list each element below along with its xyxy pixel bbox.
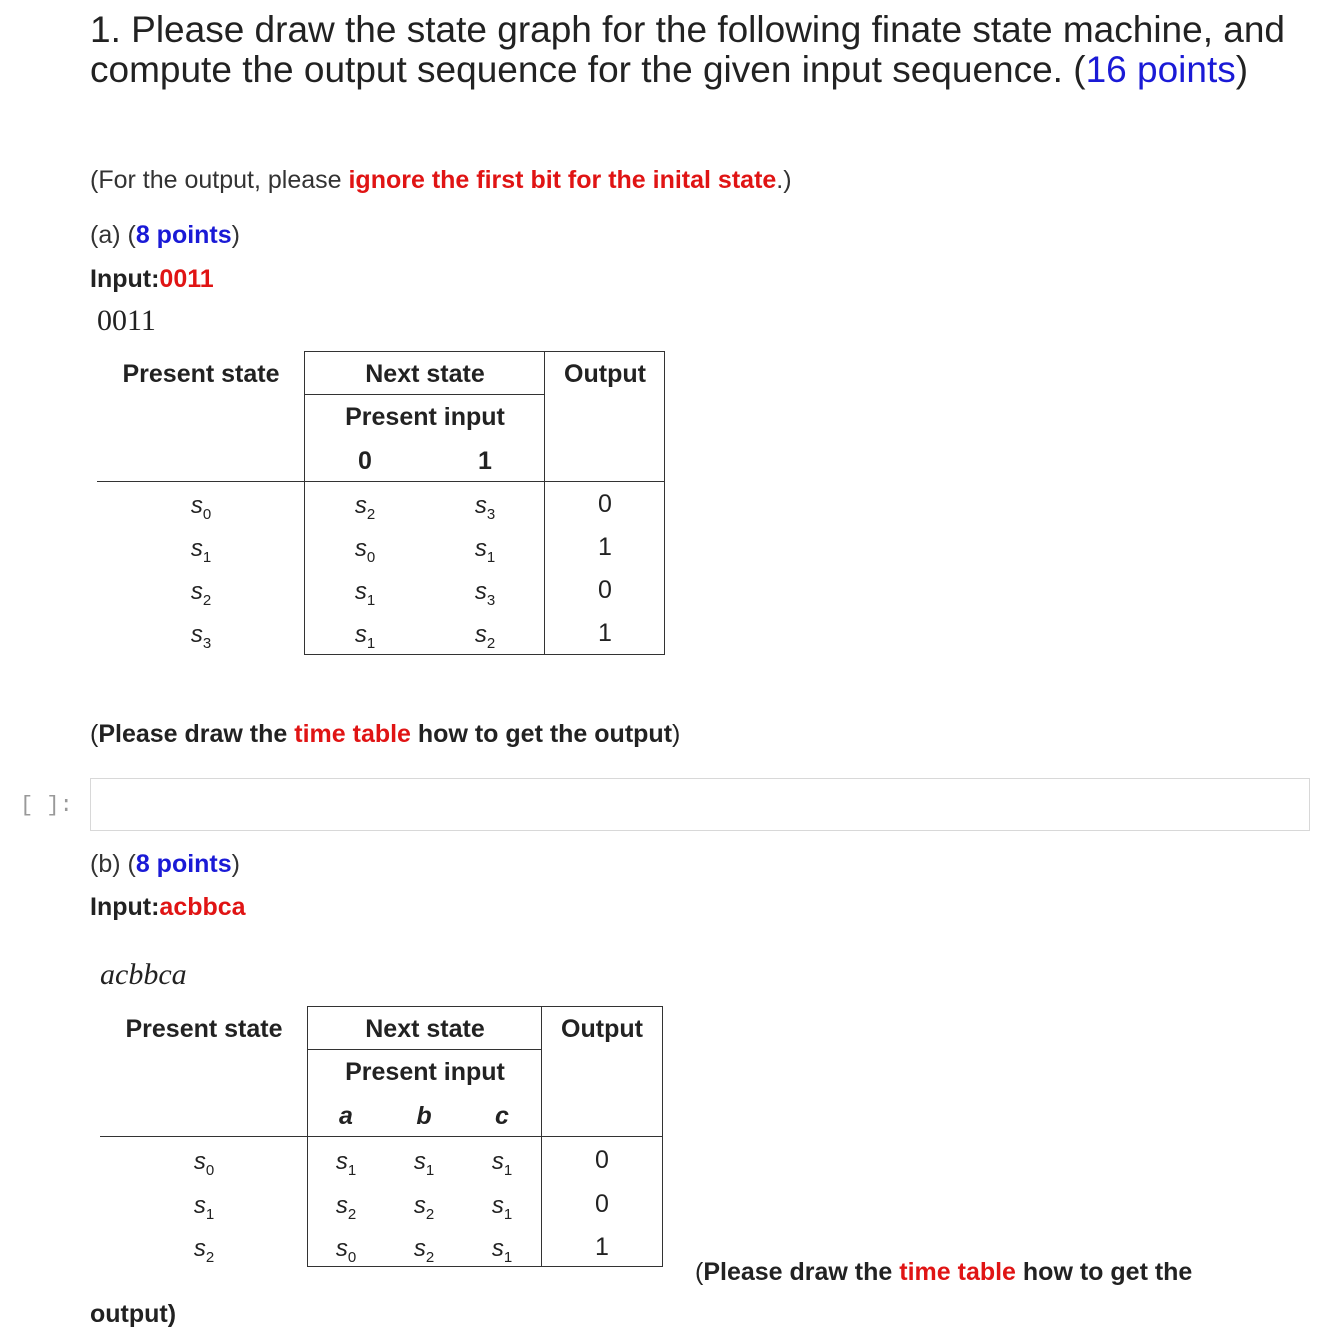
instruction-text: Please draw the (98, 720, 295, 748)
instruction-text: Please draw the (703, 1258, 900, 1286)
state-letter: s (190, 535, 203, 562)
table-row (97, 535, 305, 566)
state-index: 1 (347, 1161, 357, 1179)
input-col-0: 0 (358, 447, 372, 475)
part-a-serif-input: 0011 (97, 304, 156, 337)
state-letter: s (193, 1192, 206, 1219)
output-cell: 1 (595, 1233, 609, 1261)
state-letter: s (413, 1192, 426, 1219)
state-index: 0 (347, 1248, 357, 1266)
input-col-a: a (339, 1102, 353, 1130)
table-b-top-border (308, 1006, 663, 1007)
part-b-prefix: (b) ( (90, 850, 136, 878)
next-state-cell (305, 492, 425, 523)
part-a-prefix: (a) ( (90, 221, 136, 249)
next-state-cell (308, 1148, 384, 1179)
table-b-next-divider (308, 1049, 542, 1050)
next-state-cell (425, 535, 545, 566)
part-a-input-value: 0011 (159, 265, 214, 293)
state-letter: s (335, 1192, 348, 1219)
state-letter: s (335, 1148, 348, 1175)
state-letter: s (474, 621, 487, 648)
next-state-cell (425, 492, 545, 523)
output-cell: 0 (595, 1146, 609, 1174)
state-index: 2 (347, 1205, 357, 1223)
table-b-header-rule (100, 1136, 663, 1137)
state-letter: s (193, 1148, 206, 1175)
state-index: 3 (486, 591, 496, 609)
part-b-instruction-continued: output) (90, 1300, 177, 1328)
next-state-cell (386, 1192, 462, 1223)
instruction-emphasis: time table (899, 1258, 1016, 1286)
next-state-cell (386, 1148, 462, 1179)
state-letter: s (413, 1235, 426, 1262)
paren-open: ( (90, 720, 99, 748)
table-row (100, 1235, 308, 1266)
next-state-cell (305, 535, 425, 566)
note-emphasis: ignore the first bit for the inital state (348, 166, 777, 194)
table-a-bottom-border (305, 654, 665, 655)
state-index: 2 (486, 634, 496, 652)
header-output: Output (561, 1015, 643, 1043)
next-state-cell (464, 1235, 540, 1266)
part-b-label (90, 849, 240, 879)
table-row (97, 492, 305, 523)
output-cell: 0 (595, 1190, 609, 1218)
state-index: 0 (205, 1161, 215, 1179)
header-present-state: Present state (122, 360, 280, 388)
state-index: 2 (205, 1248, 215, 1266)
header-present-state: Present state (125, 1015, 283, 1043)
part-b-points: 8 points (135, 850, 232, 878)
header-present-input: Present input (345, 1058, 505, 1086)
state-letter: s (413, 1148, 426, 1175)
next-state-cell (305, 578, 425, 609)
state-letter: s (190, 578, 203, 605)
instruction-text-2: how to get the output (410, 720, 673, 748)
cell-prompt: [ ]: (20, 793, 73, 818)
output-note (90, 165, 792, 195)
question-text: 1. Please draw the state graph for the following finate state machine, and compute the output sequence for the given input sequence. ( (90, 9, 1286, 90)
table-b-mid-border (541, 1006, 542, 1267)
header-next-state: Next state (365, 1015, 485, 1043)
state-letter: s (190, 621, 203, 648)
code-cell-input[interactable] (90, 778, 1310, 831)
table-row (97, 578, 305, 609)
state-index: 2 (202, 591, 212, 609)
output-cell: 0 (598, 576, 612, 604)
part-a-input (90, 264, 214, 294)
state-index: 1 (486, 548, 496, 566)
state-letter: s (491, 1192, 504, 1219)
state-index: 2 (366, 505, 376, 523)
state-index: 1 (205, 1205, 215, 1223)
state-letter: s (474, 492, 487, 519)
state-index: 1 (425, 1161, 435, 1179)
part-b-serif-input: acbbca (100, 958, 187, 991)
part-a-points: 8 points (135, 221, 232, 249)
header-present-input: Present input (345, 403, 505, 431)
output-cell: 1 (598, 619, 612, 647)
header-next-state: Next state (365, 360, 485, 388)
table-b-right-border (662, 1006, 663, 1267)
question-points: 16 points (1085, 49, 1236, 90)
header-output: Output (564, 360, 646, 388)
next-state-cell (464, 1192, 540, 1223)
state-letter: s (193, 1235, 206, 1262)
next-state-cell (308, 1235, 384, 1266)
state-letter: s (354, 578, 367, 605)
part-b-input-label: Input: (90, 893, 160, 921)
state-index: 1 (503, 1161, 513, 1179)
table-row (97, 621, 305, 652)
input-col-c: c (495, 1102, 509, 1130)
state-letter: s (190, 492, 203, 519)
part-b-suffix: ) (231, 850, 240, 878)
state-index: 1 (366, 634, 376, 652)
state-index: 1 (202, 548, 212, 566)
state-index: 1 (366, 591, 376, 609)
state-letter: s (354, 621, 367, 648)
state-letter: s (335, 1235, 348, 1262)
state-index: 2 (425, 1205, 435, 1223)
part-b-input-value: acbbca (159, 893, 246, 921)
state-letter: s (354, 535, 367, 562)
output-cell: 1 (598, 533, 612, 561)
table-b-left-border (307, 1006, 308, 1267)
state-index: 1 (503, 1205, 513, 1223)
part-b-input (90, 892, 246, 922)
state-letter: s (491, 1235, 504, 1262)
instruction-text-2: how to get the (1015, 1258, 1193, 1286)
paren-close: ) (672, 720, 681, 748)
state-index: 0 (366, 548, 376, 566)
state-index: 3 (202, 634, 212, 652)
state-letter: s (474, 535, 487, 562)
state-letter: s (474, 578, 487, 605)
next-state-cell (425, 578, 545, 609)
state-index: 1 (503, 1248, 513, 1266)
part-a-instruction (90, 719, 680, 749)
state-index: 3 (486, 505, 496, 523)
table-a-top-border (305, 351, 665, 352)
next-state-cell (386, 1235, 462, 1266)
table-b-bottom-border (308, 1266, 663, 1267)
output-cell: 0 (598, 490, 612, 518)
part-a-suffix: ) (231, 221, 240, 249)
state-index: 0 (202, 505, 212, 523)
state-index: 2 (425, 1248, 435, 1266)
instruction-emphasis: time table (294, 720, 411, 748)
paren-open: ( (695, 1258, 704, 1286)
part-b-instruction (695, 1257, 1192, 1287)
next-state-cell (308, 1192, 384, 1223)
input-col-b: b (416, 1102, 432, 1130)
note-suffix: .) (776, 166, 792, 194)
table-row (100, 1148, 308, 1179)
state-letter: s (354, 492, 367, 519)
state-letter: s (491, 1148, 504, 1175)
table-row (100, 1192, 308, 1223)
part-a-label (90, 220, 240, 250)
question-title (90, 10, 1290, 90)
next-state-cell (464, 1148, 540, 1179)
table-a-header-rule (97, 481, 665, 482)
next-state-cell (425, 621, 545, 652)
question-close-paren: ) (1235, 49, 1249, 90)
table-a-next-divider (305, 394, 545, 395)
input-col-1: 1 (478, 447, 492, 475)
note-prefix: (For the output, please (90, 166, 349, 194)
next-state-cell (305, 621, 425, 652)
part-a-input-label: Input: (90, 265, 160, 293)
